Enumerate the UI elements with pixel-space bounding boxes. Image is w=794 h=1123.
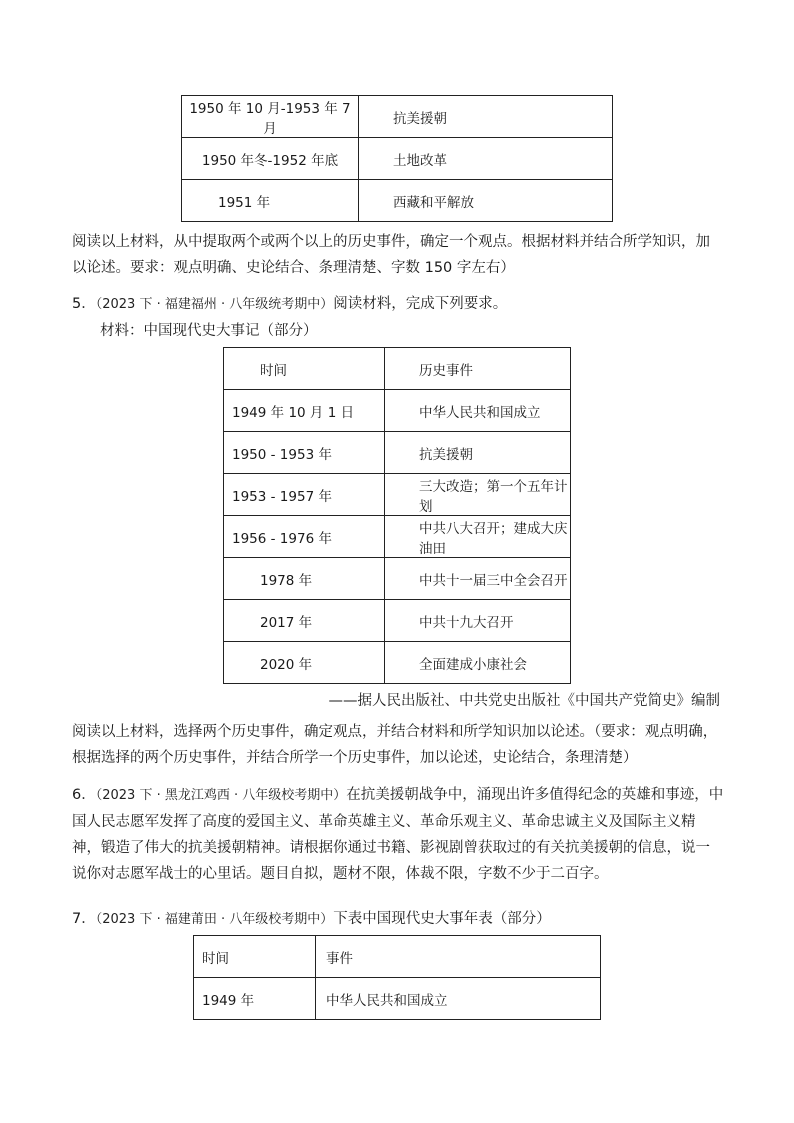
table-row [224, 558, 571, 600]
event-header: 事件 [316, 936, 601, 978]
event-cell: 全面建成小康社会 [385, 642, 571, 684]
table-row [182, 138, 613, 180]
time-cell: 1953 - 1957 年 [224, 474, 385, 516]
event-cell: 西藏和平解放 [359, 180, 613, 222]
q7-heading [72, 906, 724, 933]
time-cell: 1951 年 [182, 180, 359, 222]
events-table-3 [193, 935, 601, 1020]
q7-number: 7． [72, 911, 96, 927]
table-row [224, 516, 571, 558]
event-cell: 土地改革 [359, 138, 613, 180]
time-cell: 2017 年 [224, 600, 385, 642]
time-cell: 1956 - 1976 年 [224, 516, 385, 558]
time-cell: 1949 年 10 月 1 日 [224, 390, 385, 432]
q6-text [72, 782, 724, 887]
event-cell: 中华人民共和国成立 [385, 390, 571, 432]
q7-body: 下表中国现代史大事年表（部分） [333, 911, 551, 927]
q4-instruction: 阅读以上材料，从中提取两个或两个以上的历史事件，确定一个观点。根据材料并结合所学知识，加以论述。要求：观点明确、史论结合、条理清楚、字数 150 字左右） [72, 234, 710, 276]
table-header-row [194, 936, 601, 978]
time-header: 时间 [224, 348, 385, 390]
table-row [224, 474, 571, 516]
table-row [194, 978, 601, 1020]
events-table-1 [181, 95, 613, 222]
event-cell: 中华人民共和国成立 [316, 978, 601, 1020]
table-row [224, 642, 571, 684]
table-header-row [224, 348, 571, 390]
table-row [224, 432, 571, 474]
q5-instruction: 阅读以上材料，选择两个历史事件，确定观点，并结合材料和所学知识加以论述。（要求：观点明确，根据选择的两个历史事件，并结合所学一个历史事件，加以论述，史论结合，条理清楚） [72, 724, 718, 766]
event-cell: 中共十一届三中全会召开 [385, 558, 571, 600]
time-cell: 1950 年 10 月-1953 年 7 月 [182, 96, 359, 138]
q6-number: 6． [72, 787, 96, 803]
q7-source: （2023 下 · 福建莆田 · 八年级校考期中） [95, 912, 334, 927]
time-cell: 1950 - 1953 年 [224, 432, 385, 474]
event-cell: 中共十九大召开 [385, 600, 571, 642]
event-cell: 三大改造；第一个五年计划 [385, 474, 571, 516]
time-cell: 1949 年 [194, 978, 316, 1020]
q5-heading [72, 291, 724, 318]
table-row [224, 600, 571, 642]
event-cell: 抗美援朝 [385, 432, 571, 474]
q5-number: 5． [72, 296, 96, 312]
time-header: 时间 [194, 936, 316, 978]
events-table-2 [223, 347, 571, 684]
time-cell: 2020 年 [224, 642, 385, 684]
event-cell: 抗美援朝 [359, 96, 613, 138]
q5-prompt: 阅读材料，完成下列要求。 [333, 296, 508, 312]
q6-body: 在抗美援朝战争中，涌现出许多值得纪念的英雄和事迹，中国人民志愿军发挥了高度的爱国主义、革命英雄主义、革命乐观主义、革命忠诚主义及国际主义精神，锻造了伟大的抗美援朝精神。请根据你通过书籍、影视剧曾获取过的有关抗美援朝的信息，说一说你对志愿军战士的心里话。题目自拟，题材不限，体裁不限，字数不少于二百字。 [72, 787, 724, 882]
event-header: 历史事件 [385, 348, 571, 390]
time-cell: 1978 年 [224, 558, 385, 600]
event-cell: 中共八大召开；建成大庆油田 [385, 516, 571, 558]
table-row [224, 390, 571, 432]
q5-citation: ——据人民出版社、中共党史出版社《中国共产党简史》编制 [328, 693, 720, 709]
table-row [182, 96, 613, 138]
time-cell: 1950 年冬-1952 年底 [182, 138, 359, 180]
table-row [182, 180, 613, 222]
q6-source: （2023 下 · 黑龙江鸡西 · 八年级校考期中） [95, 788, 347, 803]
q5-source: （2023 下 · 福建福州 · 八年级统考期中） [95, 297, 334, 312]
q5-material-label: 材料：中国现代史大事记（部分） [100, 323, 318, 339]
